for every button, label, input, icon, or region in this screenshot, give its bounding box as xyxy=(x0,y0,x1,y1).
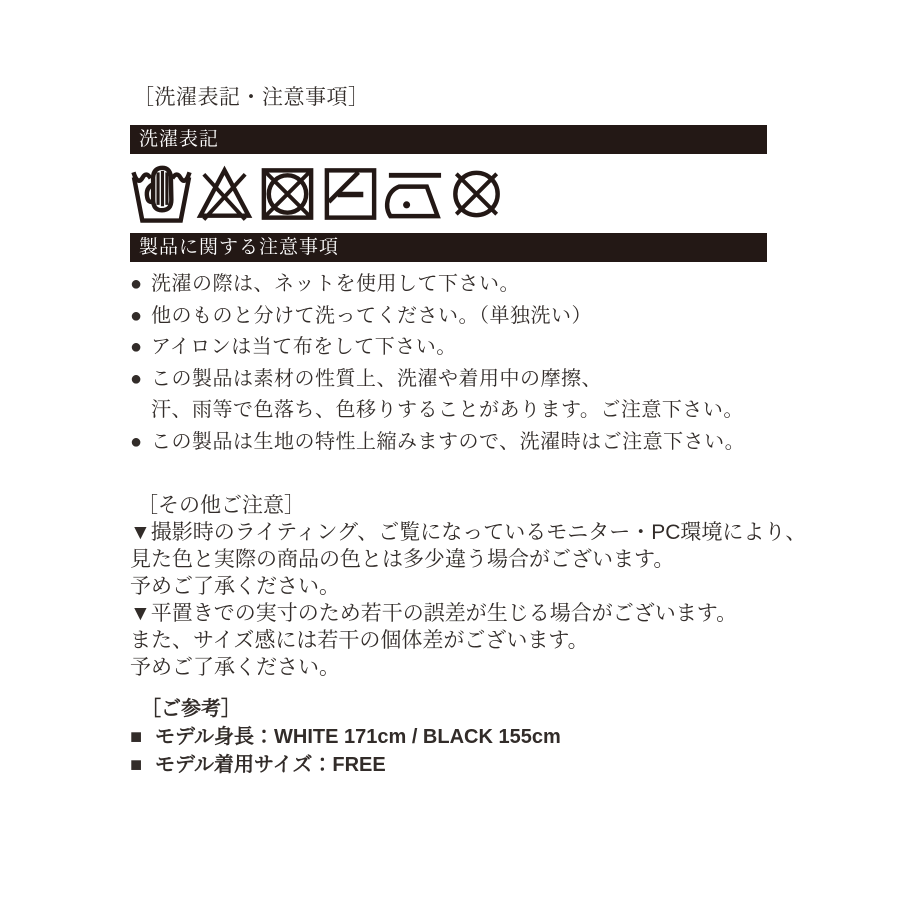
page-title: ［洗濯表記・注意事項］ xyxy=(133,86,370,109)
note-bullet: ● xyxy=(130,304,143,327)
reference-heading: ［ご参考］ xyxy=(141,698,241,720)
other-note-line: ▼撮影時のライティング、ご覧になっているモニター・PC環境により、 xyxy=(130,521,807,544)
wash-label-bar: 洗濯表記 xyxy=(130,125,767,154)
reference-text: モデル着用サイズ：FREE xyxy=(155,754,386,776)
reference-section xyxy=(130,695,795,779)
hand-wash-icon xyxy=(130,159,193,229)
care-note-line xyxy=(130,269,795,301)
other-note-line: ▼平置きでの実寸のため若干の誤差が生じる場合がございます。 xyxy=(130,602,738,625)
note-text: アイロンは当て布をして下さい。 xyxy=(151,336,457,358)
care-note-line xyxy=(130,427,795,459)
care-symbols-row xyxy=(130,159,795,229)
note-text: 汗、雨等で色落ち、色移りすることがあります。ご注意下さい。 xyxy=(151,399,744,421)
care-note-line xyxy=(130,301,795,333)
other-notes-heading: ［その他ご注意］ xyxy=(137,494,305,517)
note-bullet: ● xyxy=(130,336,143,358)
other-notes-section xyxy=(130,492,807,681)
reference-list xyxy=(130,723,795,779)
note-text: この製品は素材の性質上、洗濯や着用中の摩擦、 xyxy=(151,367,602,390)
dry-flat-in-shade-icon xyxy=(319,159,382,229)
other-note-line: 見た色と実際の商品の色とは多少違う場合がございます。 xyxy=(130,548,675,571)
note-text: この製品は生地の特性上縮みますので、洗濯時はご注意下さい。 xyxy=(151,430,746,453)
reference-line xyxy=(130,723,795,751)
care-note-line xyxy=(130,364,795,396)
iron-low-heat-icon xyxy=(382,159,445,229)
product-notes-list xyxy=(130,269,795,458)
reference-bullet: ■ xyxy=(130,726,143,748)
care-note-line xyxy=(130,395,795,427)
other-note-line: また、サイズ感には若干の個体差がございます。 xyxy=(130,629,589,652)
note-bullet: ● xyxy=(130,430,143,453)
reference-text: モデル身長：WHITE 171cm / BLACK 155cm xyxy=(155,726,561,748)
other-notes-list xyxy=(130,519,807,681)
do-not-tumble-dry-icon xyxy=(256,159,319,229)
other-note-line: 予めご了承ください。 xyxy=(130,575,340,598)
product-notes-bar: 製品に関する注意事項 xyxy=(130,233,767,262)
do-not-bleach-icon xyxy=(193,159,256,229)
note-text: 他のものと分けて洗ってください。（単独洗い） xyxy=(151,304,592,327)
note-bullet: ● xyxy=(130,367,143,390)
care-note-line xyxy=(130,332,795,364)
note-text: 洗濯の際は、ネットを使用して下さい。 xyxy=(151,273,520,295)
reference-bullet: ■ xyxy=(130,754,143,776)
other-note-line: 予めご了承ください。 xyxy=(130,656,340,679)
do-not-dry-clean-icon xyxy=(445,159,508,229)
reference-line xyxy=(130,751,795,779)
note-bullet: ● xyxy=(130,273,143,295)
content-column xyxy=(130,86,807,779)
